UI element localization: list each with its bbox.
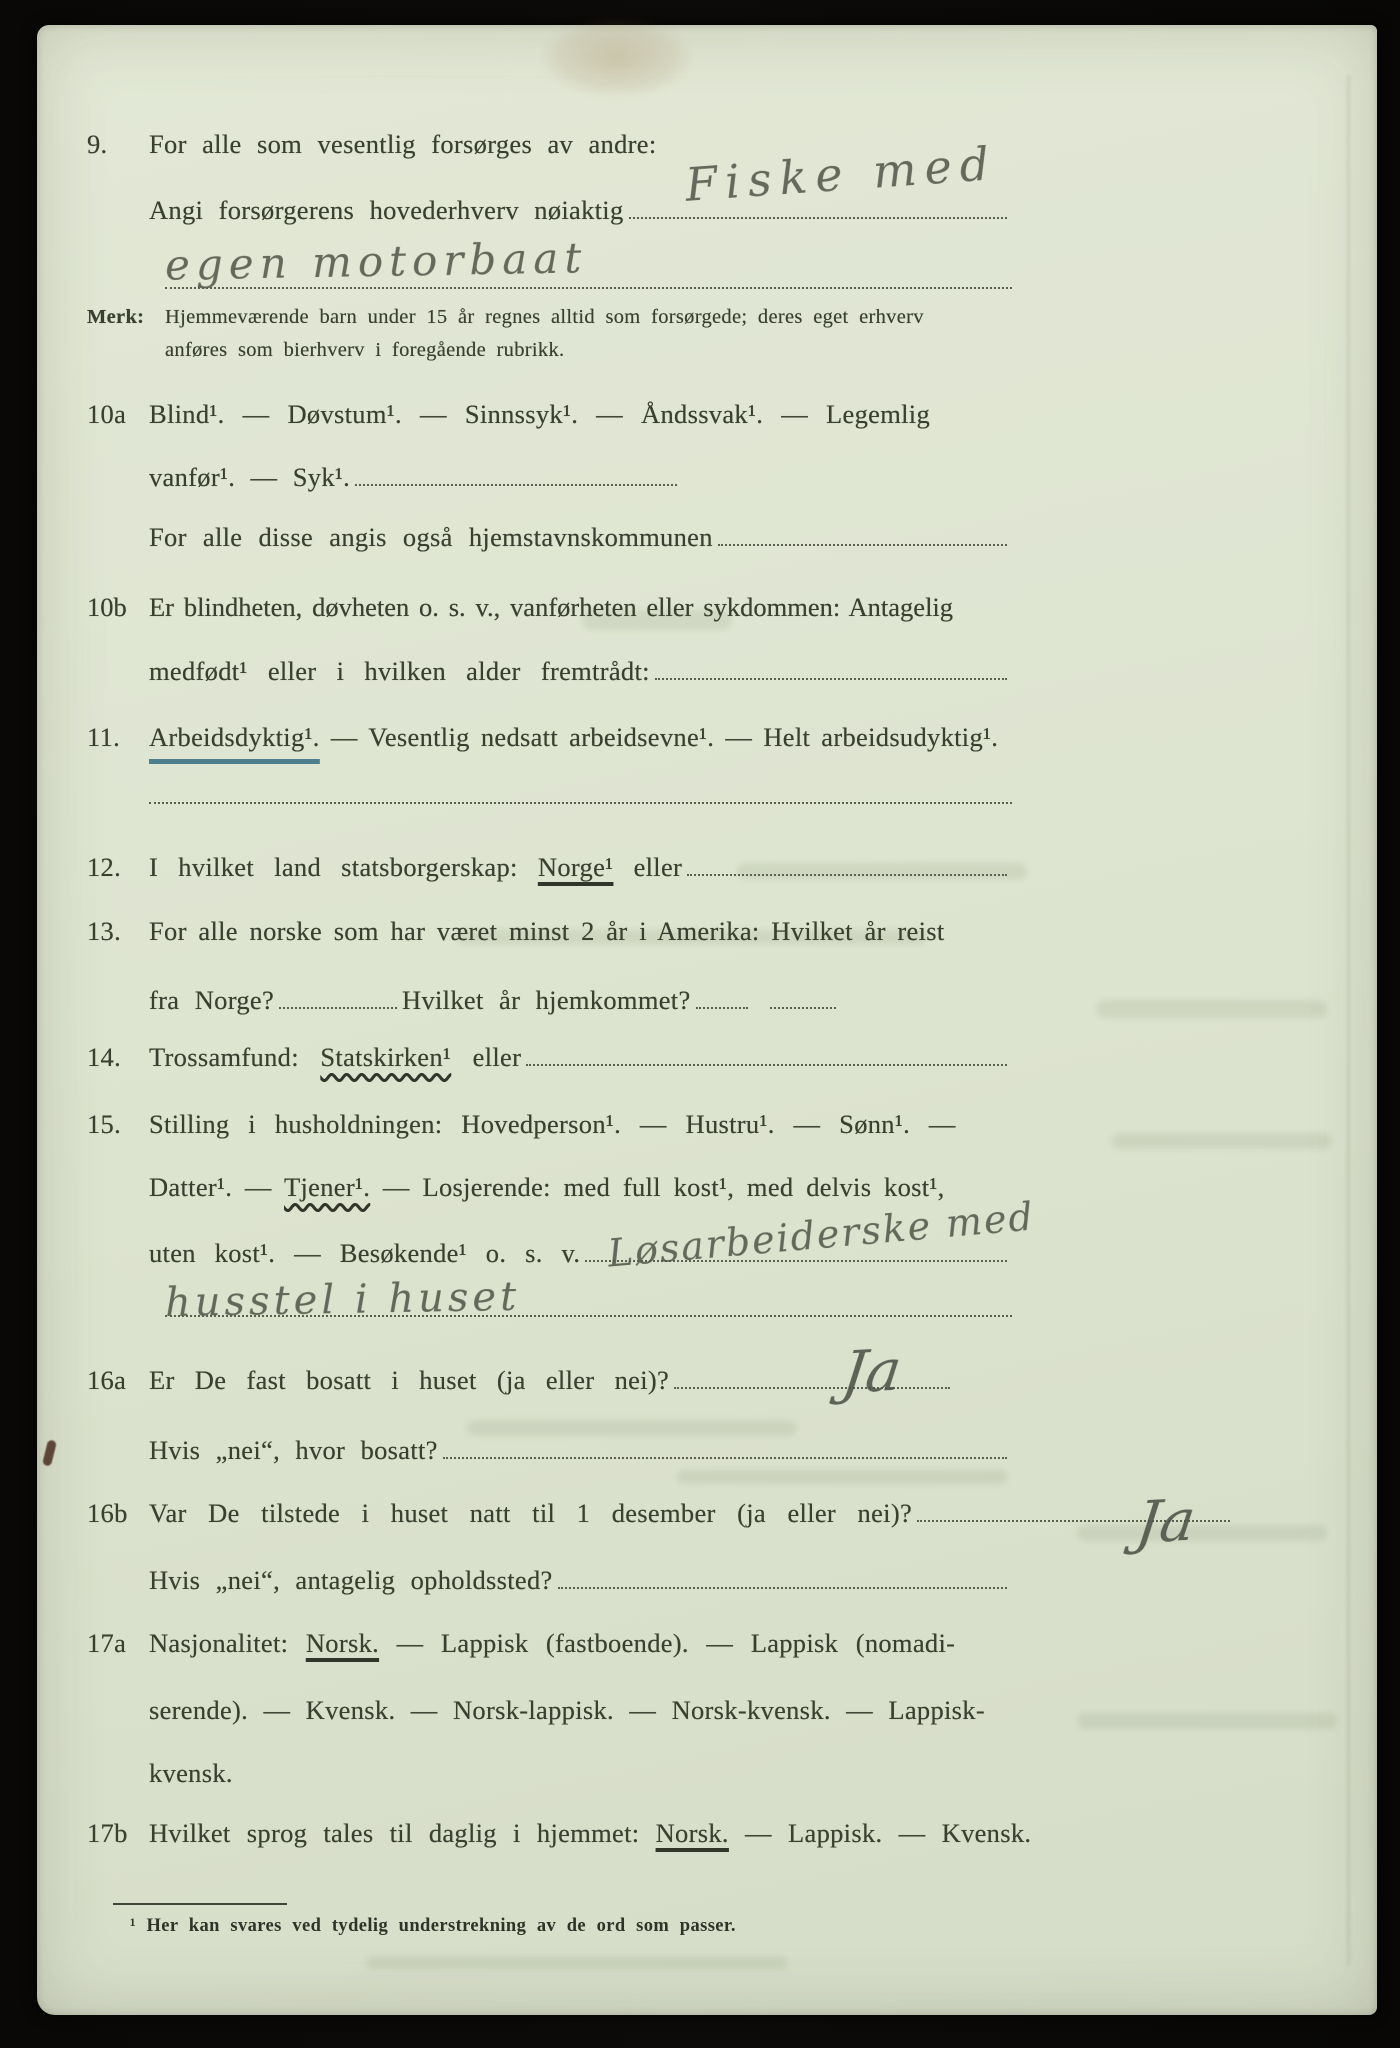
printed-text [149,722,998,753]
question-15-line-1 [87,1109,1012,1147]
question-13-line-2 [149,985,1012,1023]
question-number: 16a [87,1365,127,1395]
question-number: 14. [87,1042,122,1072]
question-15-line-2 [149,1172,1012,1210]
dotted-answer-line [629,211,1007,219]
printed-text: Er blindheten, døvheten o. s. v., vanførheten eller sykdommen: Antagelig [149,592,954,622]
handwritten-answer-ja-16a: Ja [838,1335,906,1407]
bleed-through-mark [1112,1133,1332,1149]
printed-text: Angi forsørgerens hovederhverv nøiaktig [149,195,624,225]
text-segment: — Losjerende: med full kost¹, med delvis kost¹, [370,1172,945,1202]
dotted-answer-line [558,1581,1007,1589]
bleed-through-mark [1097,1000,1327,1018]
printed-text: Blind¹. — Døvstum¹. — Sinnssyk¹. — Åndssvak¹. — Legemlig [149,399,930,429]
dotted-answer-line [770,1001,836,1009]
printed-text: Er De fast bosatt i huset (ja eller nei)? [149,1365,670,1395]
text-segment: — Lappisk (fastboende). — Lappisk (nomadi- [379,1628,956,1658]
question-number: 17a [87,1628,127,1658]
printed-text [149,1818,1031,1849]
handwritten-entry-position-2: husstel i huset [164,1273,521,1327]
dotted-answer-line [687,868,1007,876]
question-13-line-1 [87,916,1012,954]
text-segment: I hvilket land statsborgerskap: [149,852,538,882]
handwritten-answer-ja-16b: Ja [1132,1485,1200,1557]
dotted-answer-line [696,1001,748,1009]
dotted-answer-line [718,538,1007,546]
bleed-through-mark [1077,1713,1337,1729]
text-segment: Trossamfund: [149,1042,321,1072]
question-16b-line-2 [149,1565,1012,1603]
dotted-answer-line [149,802,1012,804]
question-17a-line-1 [87,1628,1012,1666]
printed-text: For alle disse angis også hjemstavnskommunen [149,522,713,552]
question-number: 16b [87,1498,128,1528]
question-17b-line-1 [87,1818,1032,1856]
question-9-line-2 [149,195,1012,233]
question-number: 15. [87,1109,122,1139]
text-segment: Hvilket sprog tales til daglig i hjemmet: [149,1818,656,1848]
question-number: 11. [87,722,121,752]
question-14-line-1 [87,1042,1012,1080]
dotted-answer-line [165,287,1012,289]
dotted-answer-line [526,1058,1007,1066]
underlined-answer-word: Statskirken¹ [320,1042,452,1072]
text-segment: Nasjonalitet: [149,1628,306,1658]
question-10a-line-3 [149,522,1012,560]
question-number: 12. [87,852,122,882]
paper-stain [542,19,692,97]
handwritten-entry-occupation-1: Fiske med [683,136,999,212]
printed-text: Hvis „nei“, antagelig opholdssted? [149,1565,553,1595]
printed-text: anføres som bierhverv i foregående rubrikk. [165,339,565,361]
printed-text: serende). — Kvensk. — Norsk-lappisk. — Norsk-kvensk. — Lappisk- [149,1695,985,1725]
question-10a-line-2 [149,462,682,500]
text-segment: eller [451,1042,522,1072]
footnote-text: ¹ Her kan svares ved tydelig understrekning av de ord som passer. [130,1916,736,1936]
printed-text: Hjemmeværende barn under 15 år regnes alltid som forsørgede; deres eget erhverv [165,306,924,328]
text-segment: — Lappisk. — Kvensk. [728,1818,1032,1848]
dotted-answer-line [355,478,677,486]
note-merk-line-2 [165,339,1012,377]
dotted-answer-line [655,672,1007,680]
question-10a-line-1 [87,399,1012,437]
paper-fold [1347,75,1350,1965]
printed-text: kvensk. [149,1758,233,1788]
printed-text: medfødt¹ eller i hvilken alder fremtrådt: [149,656,650,686]
underlined-answer-word: Norge¹ [537,852,614,882]
question-17a-line-2 [149,1695,1012,1733]
question-number: 10b [87,592,127,622]
question-number: 9. [87,129,108,159]
dotted-answer-line [674,1381,950,1389]
ink-spot [42,1439,57,1466]
printed-text: Hvilket år hjemkommet? [402,985,691,1015]
text-segment: — Vesentlig nedsatt arbeidsevne¹. — Helt arbeidsudyktig¹. [319,722,999,752]
question-10b-line-1 [87,592,1012,630]
footnote-divider [113,1903,287,1905]
census-form-page [37,25,1377,2015]
printed-text [149,1042,521,1073]
underlined-answer-word: Norsk. [305,1628,380,1658]
question-12-line-1 [87,852,1012,890]
question-number: 13. [87,916,122,946]
underlined-answer-word: Tjener¹. [284,1172,371,1202]
bleed-through-mark [367,1957,787,1969]
bleed-through-mark [467,1420,797,1436]
question-10b-line-2 [149,656,1012,694]
printed-text [149,852,682,883]
question-17a-line-3 [149,1758,1012,1796]
underlined-answer-word: Arbeidsdyktig¹. [149,722,320,752]
underlined-answer-word: Norsk. [655,1818,729,1848]
printed-text: Hvis „nei“, hvor bosatt? [149,1435,438,1465]
question-16b-line-1 [87,1498,1235,1536]
printed-text: vanfør¹. — Syk¹. [149,462,351,492]
note-label: Merk: [87,306,145,328]
text-segment: Datter¹. — [149,1172,285,1202]
printed-text: Stilling i husholdningen: Hovedperson¹. — Hustru¹. — Sønn¹. — [149,1109,956,1139]
printed-text: uten kost¹. — Besøkende¹ o. s. v. [149,1238,581,1268]
handwritten-entry-position-1: Løsarbeiderske med [605,1194,1037,1276]
dotted-answer-line [443,1451,1007,1459]
printed-text: For alle som vesentlig forsørges av andre: [149,129,657,159]
question-number: 17b [87,1818,128,1848]
text-segment: eller [613,852,683,882]
printed-text [149,1628,955,1659]
handwritten-entry-occupation-2: egen motorbaat [164,233,588,290]
question-16a-line-2 [149,1435,1012,1473]
printed-text: Var De tilstede i huset natt til 1 desember (ja eller nei)? [149,1498,913,1528]
question-16a-line-1 [87,1365,955,1403]
printed-text: For alle norske som har været minst 2 år i Amerika: Hvilket år reist [149,916,945,946]
dotted-answer-line [279,1001,397,1009]
dotted-answer-line [165,1315,1012,1317]
question-number: 10a [87,399,127,429]
question-11-line-1 [87,722,1012,760]
printed-text: fra Norge? [149,985,275,1015]
printed-text [149,1172,945,1203]
